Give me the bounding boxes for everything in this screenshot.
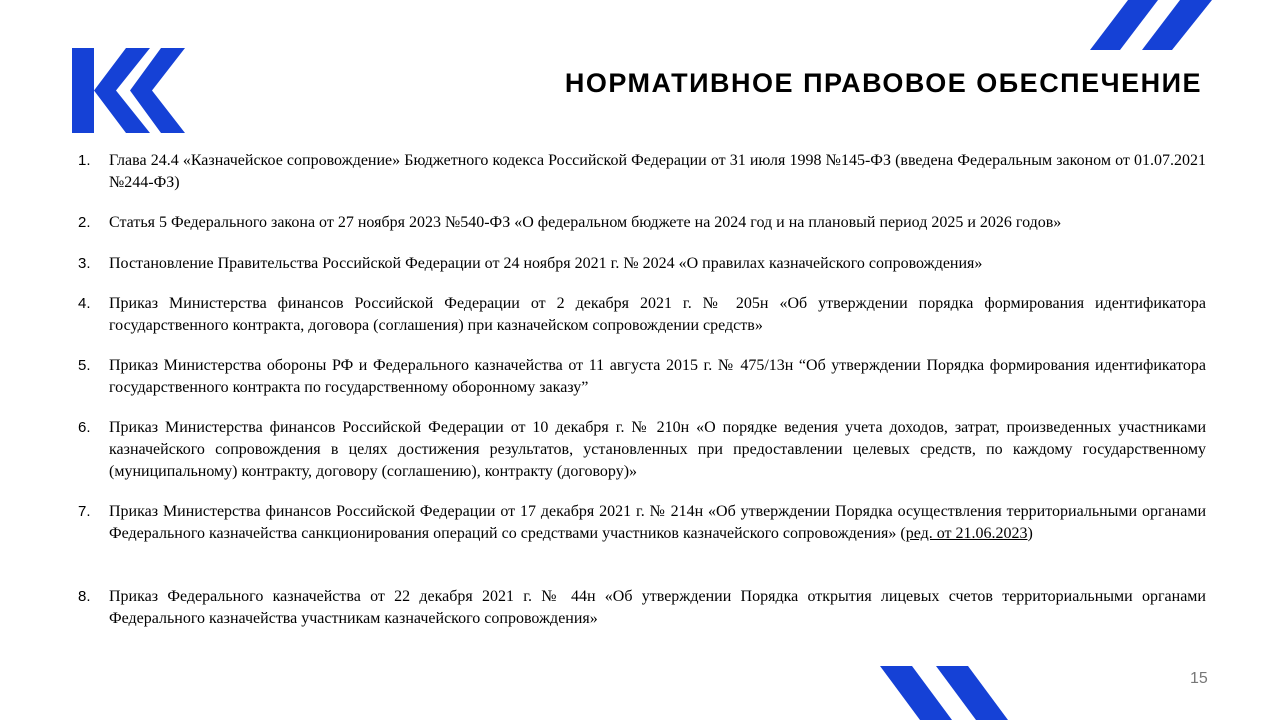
item-text: Постановление Правительства Российской Федерации от 24 ноября 2021 г. № 2024 «О правилах казначейского сопровождения» bbox=[109, 255, 983, 272]
documents-list bbox=[78, 150, 1206, 630]
item-number: 5. bbox=[78, 357, 91, 374]
decorative-stripes-bottom-icon bbox=[880, 666, 1010, 720]
item-number: 3. bbox=[78, 255, 91, 272]
item-text: Приказ Федерального казначейства от 22 декабря 2021 г. № 44н «Об утверждении Порядка открытия лицевых счетов территориальными органами Федерального казначейства участникам казначейского сопровождения» bbox=[109, 588, 1206, 627]
item-number: 1. bbox=[78, 152, 91, 169]
list-item bbox=[78, 417, 1206, 501]
list-item bbox=[78, 253, 1206, 293]
item-text-end: ) bbox=[1027, 525, 1033, 542]
decorative-stripes-icon bbox=[1090, 0, 1212, 50]
item-number: 6. bbox=[78, 419, 91, 436]
item-text: Глава 24.4 «Казначейское сопровождение» Бюджетного кодекса Российской Федерации от 31 июля 1998 №145-ФЗ (введена Федеральным законом от 01.07.2021 №244-ФЗ) bbox=[109, 152, 1206, 191]
revision-link[interactable]: ред. от 21.06.2023 bbox=[905, 525, 1028, 542]
item-number: 4. bbox=[78, 295, 91, 312]
list-item bbox=[78, 212, 1206, 253]
list-item bbox=[78, 501, 1206, 586]
item-number: 8. bbox=[78, 588, 91, 605]
page-title: НОРМАТИВНОЕ ПРАВОВОЕ ОБЕСПЕЧЕНИЕ bbox=[564, 68, 1202, 98]
item-text: Приказ Министерства финансов Российской Федерации от 17 декабря 2021 г. № 214н «Об утверждении Порядка осуществления территориальными органами Федерального казначейства санкционирования операций со средствами участников казначейского сопровождения» ( bbox=[109, 503, 1206, 542]
item-text: Приказ Министерства финансов Российской Федерации от 10 декабря г. № 210н «О порядке ведения учета доходов, затрат, произведенных участниками казначейского сопровождения в целях достижения результатов, установленных при предоставлении целевых средств, по каждому государственному (муниципальному) контракту, договору (соглашению), контракту (договору)» bbox=[109, 419, 1206, 480]
item-number: 2. bbox=[78, 214, 91, 231]
list-item bbox=[78, 355, 1206, 417]
page-number: 15 bbox=[1190, 670, 1208, 687]
item-text-container bbox=[109, 501, 1206, 586]
item-text: Приказ Министерства финансов Российской Федерации от 2 декабря 2021 г. № 205н «Об утверждении порядка формирования идентификатора государственного контракта, договора (соглашения) при казначейском сопровождении средств» bbox=[109, 295, 1206, 334]
list-item bbox=[78, 586, 1206, 630]
list-item bbox=[78, 293, 1206, 355]
item-text: Статья 5 Федерального закона от 27 ноября 2023 №540-ФЗ «О федеральном бюджете на 2024 год и на плановый период 2025 и 2026 годов» bbox=[109, 214, 1062, 231]
list-item bbox=[78, 150, 1206, 212]
item-text: Приказ Министерства обороны РФ и Федерального казначейства от 11 августа 2015 г. № 475/13н “Об утверждении Порядка формирования идентификатора государственного контракта по государственному оборонному заказу” bbox=[109, 357, 1206, 396]
treasury-logo-icon bbox=[72, 48, 186, 133]
item-number: 7. bbox=[78, 503, 91, 520]
